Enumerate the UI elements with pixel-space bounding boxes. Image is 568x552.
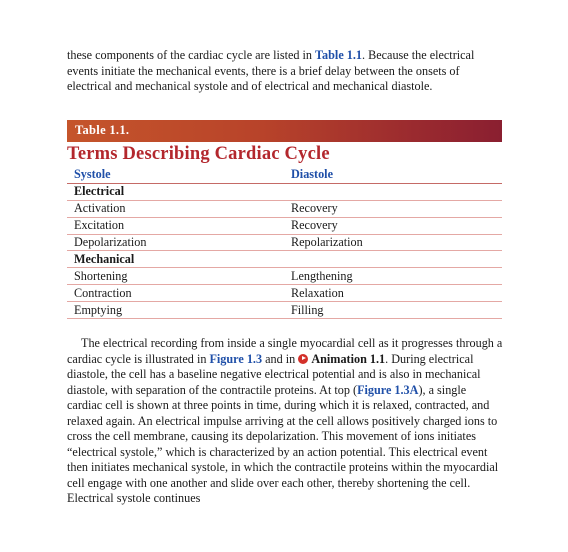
figure-1-3a-link[interactable]: Figure 1.3A (357, 382, 419, 397)
table-row (67, 268, 502, 285)
table-row (67, 302, 502, 319)
table-label: Table 1.1. (75, 123, 130, 137)
section-row-mechanical (67, 251, 502, 268)
diastole-cell: Repolarization (284, 234, 502, 251)
body-text-1: The electrical recording from inside a single myocardial cell as it progresses through a cardiac cycle is illustrated in (67, 336, 503, 366)
section-row-electrical (67, 183, 502, 200)
table-header-row (67, 167, 502, 183)
intro-text-before: these components of the cardiac cycle are listed in (67, 48, 316, 62)
diastole-cell: Lengthening (284, 268, 502, 285)
body-text-4: ), a single cardiac cell is shown at three points in time, during which it is relaxed, contracted, and relaxed again. An electrical impulse arriving at the cell allows positively charged ions to cross the cell membrane, causing its depolarization. This movement of ions initiates “electrical systole,” which is characterized by an action potential. This electrical event then initiates mechanical systole, in which the contractile proteins within the myocardial cell engage with one another and slide over each other, thereby shortening the cell. Electrical systole continues (67, 382, 499, 506)
play-circle-icon[interactable] (298, 354, 308, 364)
body-paragraph (67, 336, 503, 507)
header-systole: Systole (67, 167, 284, 183)
table-title: Terms Describing Cardiac Cycle (67, 144, 330, 164)
table-row (67, 200, 502, 217)
body-text-2: and in (262, 351, 299, 366)
diastole-cell: Recovery (284, 200, 502, 217)
systole-cell: Contraction (67, 285, 284, 302)
table-label-bar (67, 120, 502, 142)
terms-table (67, 167, 502, 319)
section-label: Mechanical (67, 251, 502, 268)
systole-cell: Excitation (67, 217, 284, 234)
table-row (67, 234, 502, 251)
diastole-cell: Recovery (284, 217, 502, 234)
table-row (67, 285, 502, 302)
figure-1-3-link[interactable]: Figure 1.3 (209, 351, 263, 366)
animation-1-1-link[interactable]: Animation 1.1 (311, 351, 386, 366)
table-row (67, 217, 502, 234)
section-label: Electrical (67, 183, 502, 200)
diastole-cell: Relaxation (284, 285, 502, 302)
body-text-3: . During electrical diastole, the cell has a baseline negative electrical potential and is also in mechanical diastole, with separation of the contractile proteins. At top ( (67, 351, 481, 397)
diastole-cell: Filling (284, 302, 502, 319)
intro-text-after: . Because the electrical events initiate the mechanical events, there is a brief delay between the onsets of electrical and mechanical systole and of electrical and mechanical diastole. (67, 48, 475, 94)
systole-cell: Emptying (67, 302, 284, 319)
systole-cell: Shortening (67, 268, 284, 285)
intro-paragraph (67, 48, 503, 95)
table-1-1-link[interactable]: Table 1.1 (315, 48, 363, 62)
header-diastole: Diastole (284, 167, 502, 183)
systole-cell: Activation (67, 200, 284, 217)
systole-cell: Depolarization (67, 234, 284, 251)
